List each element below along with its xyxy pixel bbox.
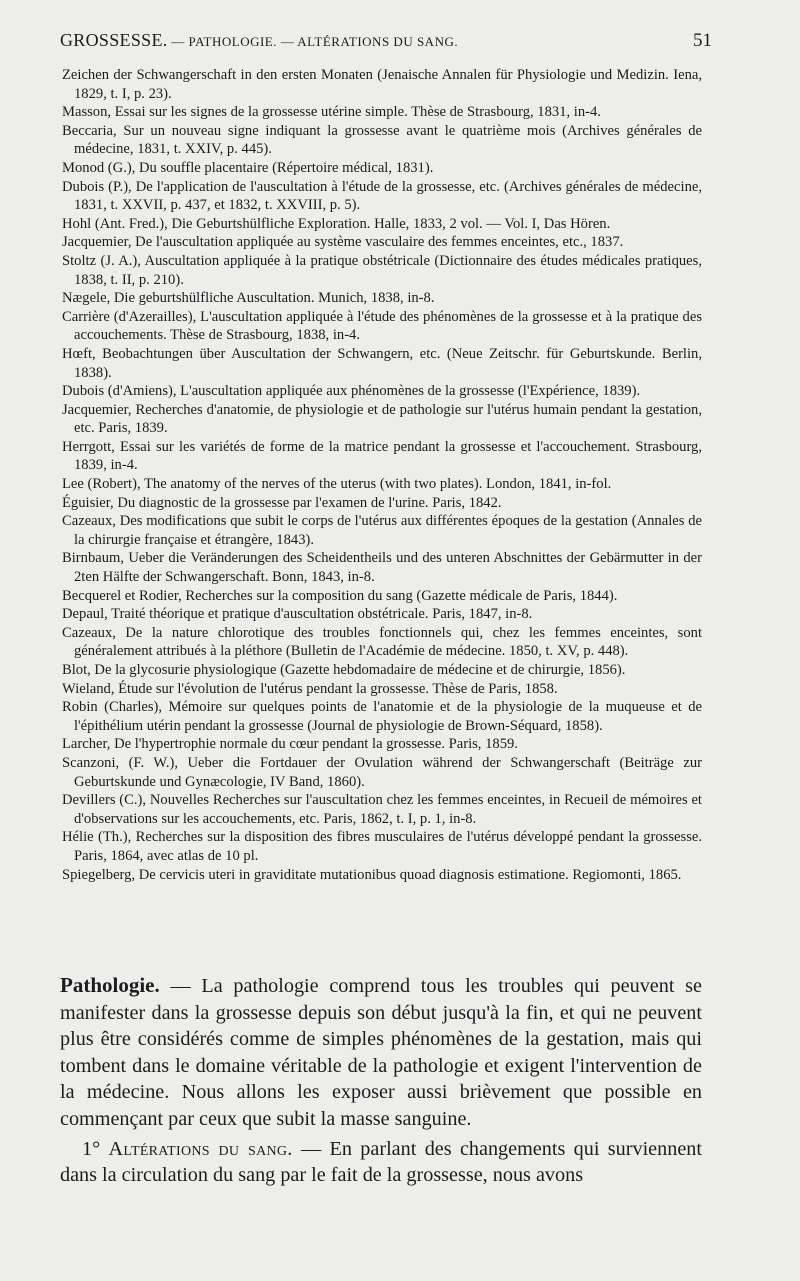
- bibliography-entry: Carrière (d'Azerailles), L'auscultation appliquée à l'étude des phénomènes de la grossesse et à la pratique des accouchements. Thèse de Strasbourg, 1838, in-4.: [62, 308, 702, 344]
- bibliography-entry: Cazeaux, De la nature chlorotique des troubles fonctionnels qui, chez les femmes enceintes, sont généralement attribués à la pléthore (Bulletin de l'Académie de médecine. 1850, t. XV, p. 448).: [62, 624, 702, 660]
- bibliography-entry: Lee (Robert), The anatomy of the nerves of the uterus (with two plates). London, 1841, in-fol.: [62, 476, 612, 493]
- bibliography-entry: Jacquemier, Recherches d'anatomie, de physiologie et de pathologie sur l'utérus humain pendant la gestation, etc. Paris, 1839.: [62, 401, 702, 437]
- bibliography-entry: Larcher, De l'hypertrophie normale du cœur pendant la grossesse. Paris, 1859.: [62, 736, 518, 753]
- body-text: [60, 972, 702, 1189]
- bibliography-entry: Blot, De la glycosurie physiologique (Gazette hebdomadaire de médecine et de chirurgie, 1856).: [62, 662, 626, 678]
- bibliography-entry: Robin (Charles), Mémoire sur quelques points de l'anatomie et de la physiologie de la muqueuse et de l'épithélium utérin pendant la grossesse (Journal de physiologie de Brown-Séquard, 1858).: [62, 699, 702, 734]
- running-title-main: GROSSESSE.: [60, 30, 168, 50]
- bibliography-entry: Scanzoni, (F. W.), Ueber die Fortdauer der Ovulation während der Schwangerschaft (Beiträge zur Geburtskunde und Gynæcologie, IV Band, 1860).: [62, 754, 702, 790]
- pathology-paragraph: [60, 972, 702, 1133]
- bibliography-entry: Jacquemier, De l'auscultation appliquée au système vasculaire des femmes enceintes, etc., 1837.: [62, 234, 624, 251]
- bibliography-entry: Cazeaux, Des modifications que subit le corps de l'utérus aux différentes époques de la gestation (Annales de la chirurgie française et étrangère, 1843).: [62, 513, 702, 548]
- bibliography-entry: Dubois (P.), De l'application de l'auscultation à l'étude de la grossesse, etc. (Archives générales de médecine, 1831, t. XXVII, p. 437, et 1832, t. XXVIII, p. 5).: [62, 178, 702, 214]
- section-heading: Pathologie.: [60, 973, 160, 997]
- bibliography-entry: Nægele, Die geburtshülfliche Auscultation. Munich, 1838, in-8.: [62, 290, 435, 307]
- bibliography-entry: Hélie (Th.), Recherches sur la disposition des fibres musculaires de l'utérus développé pendant la grossesse. Paris, 1864, avec atlas de 10 pl.: [62, 829, 702, 864]
- paragraph-text: — La pathologie comprend tous les troubles qui peuvent se manifester dans la grossesse depuis son début jusqu'à la fin, et qui ne peuvent plus être considérés comme de simples phénomènes de la gestation, mais qui tombent dans le domaine véritable de la pathologie et exigent l'intervention de la médecine. Nous allons les exposer aussi brièvement que possible en commençant par ceux que subit la masse sanguine.: [60, 975, 702, 1130]
- section-number: 1°: [82, 1137, 109, 1160]
- bibliography-list: [62, 66, 702, 884]
- running-title-rest: — PATHOLOGIE. — ALTÉRATIONS DU SANG.: [167, 34, 459, 49]
- bibliography-entry: Becquerel et Rodier, Recherches sur la composition du sang (Gazette médicale de Paris, 1844).: [62, 587, 618, 604]
- bibliography-entry: Dubois (d'Amiens), L'auscultation appliquée aux phénomènes de la grossesse (l'Expérience, 1839).: [62, 383, 641, 400]
- running-title: [60, 30, 458, 51]
- subsection-title: Altérations du sang.: [108, 1137, 293, 1160]
- bibliography-entry: Spiegelberg, De cervicis uteri in graviditate mutationibus quoad diagnosis estimatione. Regiomonti, 1865.: [62, 866, 682, 883]
- bibliography-entry: Hohl (Ant. Fred.), Die Geburtshülfliche Exploration. Halle, 1833, 2 vol. — Vol. I, Das Hören.: [62, 215, 611, 232]
- paragraph-text: — En parlant des changements qui surviennent dans la circulation du sang par le fait de la grossesse, nous avons: [60, 1137, 702, 1187]
- page-number: 51: [693, 30, 712, 51]
- bibliography-entry: Wieland, Étude sur l'évolution de l'utérus pendant la grossesse. Thèse de Paris, 1858.: [62, 680, 558, 697]
- bibliography-entry: Monod (G.), Du souffle placentaire (Répertoire médical, 1831).: [62, 159, 434, 176]
- blood-alterations-paragraph: [60, 1136, 702, 1189]
- bibliography-entry: Beccaria, Sur un nouveau signe indiquant la grossesse avant le quatrième mois (Archives générales de médecine, 1831, t. XXIV, p. 445).: [62, 122, 702, 158]
- bibliography-entry: Herrgott, Essai sur les variétés de forme de la matrice pendant la grossesse et l'accouchement. Strasbourg, 1839, in-4.: [62, 438, 702, 474]
- bibliography-entry: Birnbaum, Ueber die Veränderungen des Scheidentheils und des unteren Abschnittes der Gebärmutter in der 2ten Hälfte der Schwangerschaft. Bonn, 1843, in-8.: [62, 550, 702, 586]
- bibliography-entry: Éguisier, Du diagnostic de la grossesse par l'examen de l'urine. Paris, 1842.: [62, 494, 502, 511]
- bibliography-entry: Masson, Essai sur les signes de la grossesse utérine simple. Thèse de Strasbourg, 1831, in-4.: [62, 104, 601, 121]
- bibliography-entry: Depaul, Traité théorique et pratique d'auscultation obstétricale. Paris, 1847, in-8.: [62, 606, 533, 623]
- bibliography-entry: Zeichen der Schwangerschaft in den ersten Monaten (Jenaische Annalen für Physiologie und Medizin. Iena, 1829, t. I, p. 23).: [62, 67, 702, 102]
- bibliography-entry: Devillers (C.), Nouvelles Recherches sur l'auscultation chez les femmes enceintes, in Recueil de mémoires et d'observations sur les accouchements, etc. Paris, 1862, t. I, p. 1, in-8.: [62, 792, 702, 827]
- running-head: [60, 30, 712, 52]
- bibliography-entry: Hœft, Beobachtungen über Auscultation der Schwangern, etc. (Neue Zeitschr. für Geburtskunde. Berlin, 1838).: [62, 345, 702, 381]
- bibliography-entry: Stoltz (J. A.), Auscultation appliquée à la pratique obstétricale (Dictionnaire des études médicales pratiques, 1838, t. II, p. 210).: [62, 252, 702, 288]
